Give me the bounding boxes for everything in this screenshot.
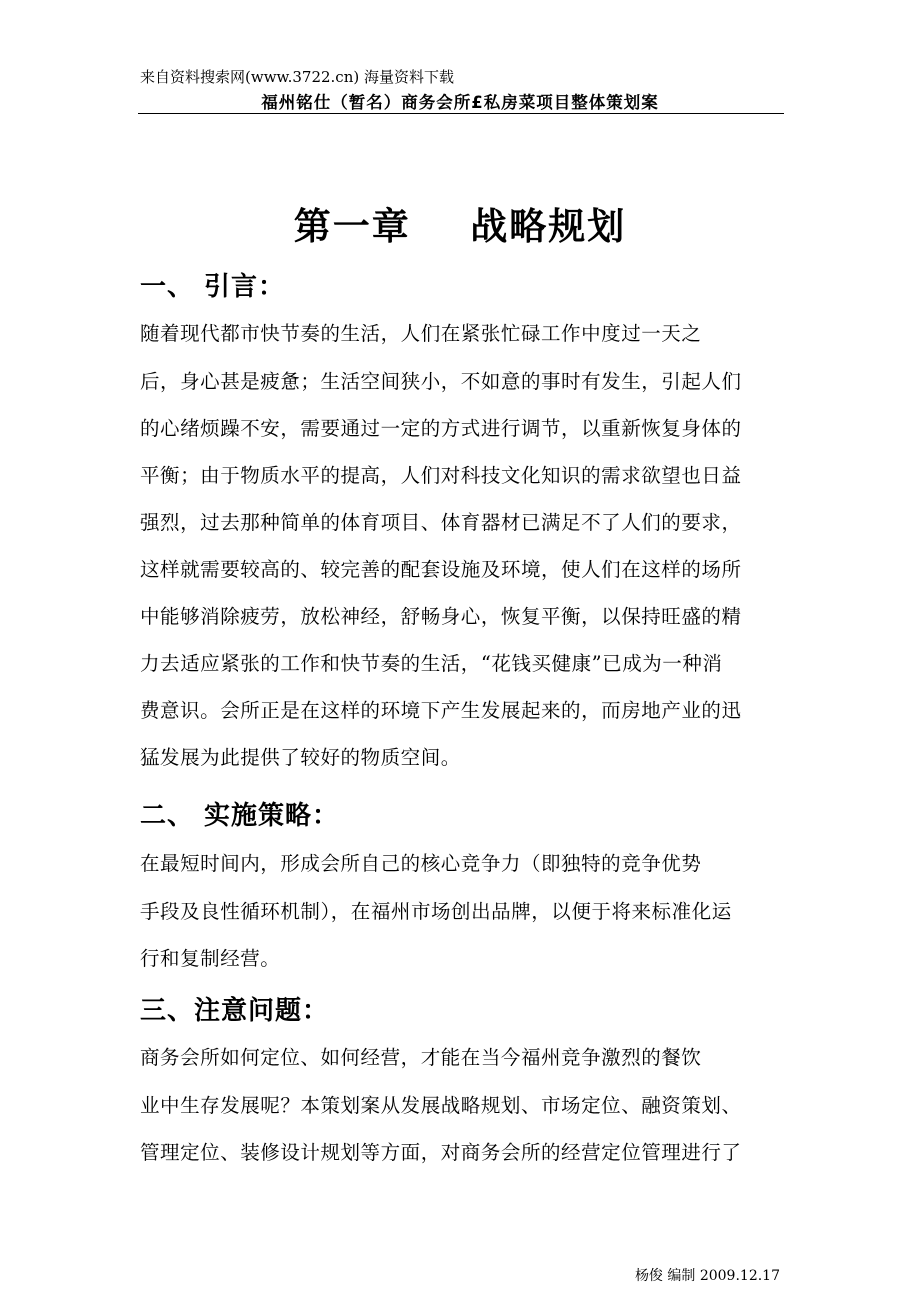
paragraph-line: 手段及良性循环机制），在福州市场创出品牌，以便于将来标准化运 — [140, 900, 732, 923]
running-header-title: 福州铭仕（暂名）商务会所£私房菜项目整体策划案 — [261, 93, 659, 112]
paragraph-line: 行和复制经营。 — [140, 947, 281, 970]
paragraph-line: 这样就需要较高的、较完善的配套设施及环境，使人们在这样的场所 — [140, 558, 742, 581]
paragraph-line: 强烈，过去那种简单的体育项目、体育器材已满足不了人们的要求， — [140, 511, 742, 534]
paragraph-line: 费意识。会所正是在这样的环境下产生发展起来的，而房地产业的迅 — [140, 699, 742, 722]
section-heading-issues: 三、注意问题： — [140, 996, 330, 1026]
paragraph-line: 的心绪烦躁不安，需要通过一定的方式进行调节，以重新恢复身体的 — [140, 417, 742, 440]
paragraph-line: 在最短时间内，形成会所自己的核心竞争力（即独特的竞争优势 — [140, 852, 702, 875]
header-divider — [138, 113, 784, 114]
section-heading-strategy: 二、 实施策略： — [140, 801, 340, 831]
footer-author-date: 杨俊 编制 2009.12.17 — [634, 1268, 780, 1284]
paragraph-line: 随着现代都市快节奏的生活，人们在紧张忙碌工作中度过一天之 — [140, 322, 702, 345]
paragraph-line: 中能够消除疲劳，放松神经，舒畅身心，恢复平衡，以保持旺盛的精 — [140, 605, 742, 628]
paragraph-line: 后，身心甚是疲惫；生活空间狭小，不如意的事时有发生，引起人们 — [140, 370, 742, 393]
chapter-title: 第一章 战略规划 — [293, 204, 627, 248]
section-heading-introduction: 一、 引言： — [140, 272, 286, 302]
source-note: 来自资料搜索网(www.3722.cn) 海量资料下载 — [140, 68, 454, 86]
paragraph-line: 管理定位、装修设计规划等方面，对商务会所的经营定位管理进行了 — [140, 1141, 742, 1164]
paragraph-line: 猛发展为此提供了较好的物质空间。 — [140, 746, 461, 769]
paragraph-line: 商务会所如何定位、如何经营，才能在当今福州竞争激烈的餐饮 — [140, 1046, 702, 1069]
paragraph-line: 平衡；由于物质水平的提高，人们对科技文化知识的需求欲望也日益 — [140, 464, 742, 487]
paragraph-line: 业中生存发展呢？本策划案从发展战略规划、市场定位、融资策划、 — [140, 1094, 742, 1117]
paragraph-line: 力去适应紧张的工作和快节奏的生活，“花钱买健康”已成为一种消 — [140, 652, 723, 675]
